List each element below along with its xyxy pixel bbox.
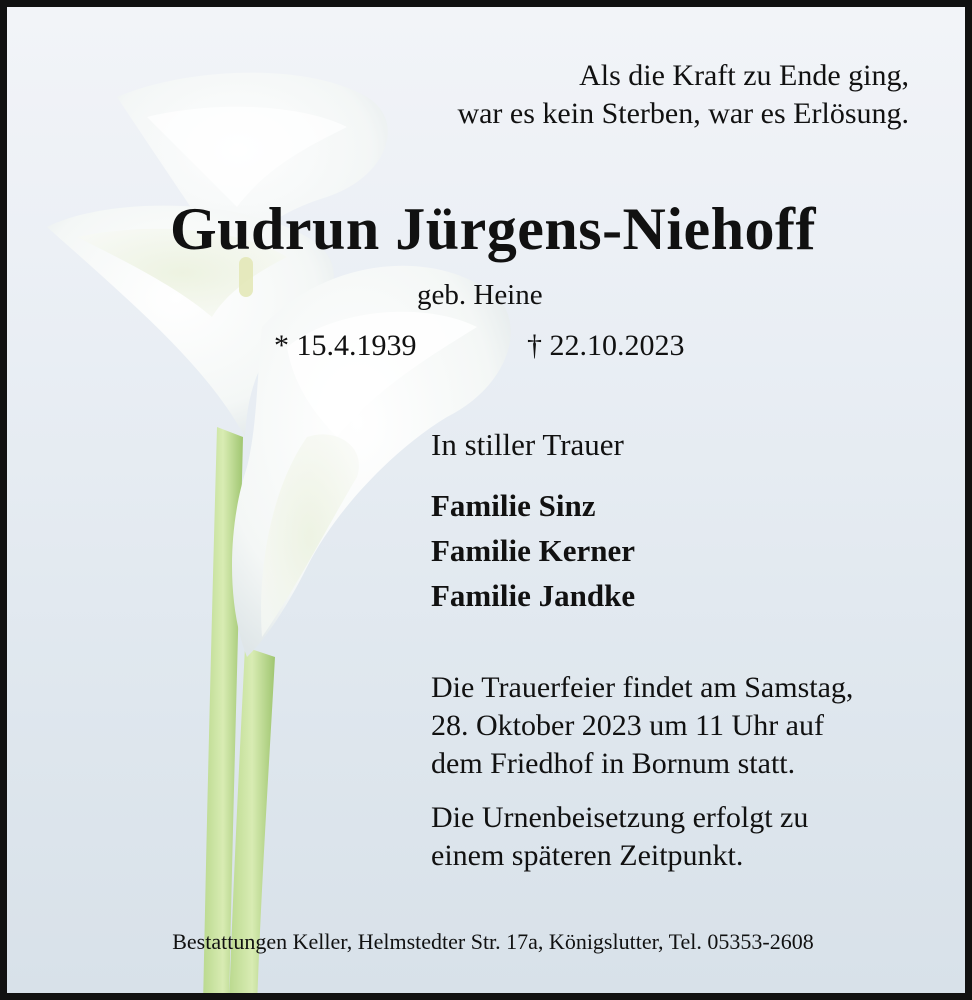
- death-date: † 22.10.2023: [527, 329, 685, 362]
- verse-line: war es kein Sterben, war es Erlösung.: [457, 97, 909, 130]
- urn-line: einem späteren Zeitpunkt.: [431, 839, 744, 872]
- family-name: Familie Jandke: [431, 578, 636, 613]
- service-line: Die Trauerfeier findet am Samstag,: [431, 671, 854, 704]
- verse-line: Als die Kraft zu Ende ging,: [579, 59, 909, 92]
- service-line: dem Friedhof in Bornum statt.: [431, 747, 796, 780]
- urn-line: Die Urnenbeisetzung erfolgt zu: [431, 801, 809, 834]
- service-line: 28. Oktober 2023 um 11 Uhr auf: [431, 709, 824, 742]
- family-list: [431, 483, 635, 618]
- maiden-name: geb. Heine: [417, 279, 543, 311]
- verse: [309, 57, 909, 133]
- family-name: Familie Kerner: [431, 533, 635, 568]
- undertaker-info: Bestattungen Keller, Helmstedter Str. 17a, Königslutter, Tel. 05353-2608: [172, 929, 814, 954]
- mourning-label: In stiller Trauer: [431, 427, 624, 462]
- birth-date: * 15.4.1939: [274, 329, 417, 362]
- funeral-service-info: [431, 669, 931, 783]
- urn-burial-info: [431, 799, 931, 875]
- family-name: Familie Sinz: [431, 488, 596, 523]
- deceased-name: Gudrun Jürgens-Niehoff: [169, 196, 817, 262]
